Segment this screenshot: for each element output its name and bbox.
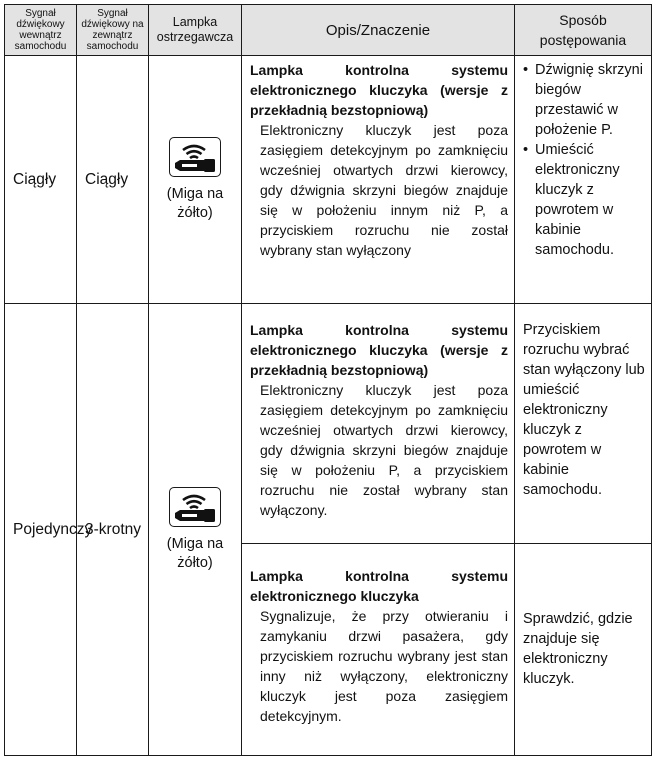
header-warning-lamp: Lampka ostrzegawcza xyxy=(149,5,242,56)
header-row xyxy=(5,5,652,56)
warning-table xyxy=(4,4,652,756)
header-inside-signal: Sygnał dźwiękowy wewnątrz samochodu xyxy=(5,5,77,56)
outside-signal-cell: Ciągły xyxy=(77,56,149,304)
warning-lamp-cell xyxy=(149,56,242,304)
description-title: Lampka kontrolna systemu elektronicznego kluczyka xyxy=(250,568,508,604)
lamp-blink-note: (Miga na żółto) xyxy=(166,185,224,221)
action-cell xyxy=(515,304,652,544)
description-cell xyxy=(242,56,515,304)
description-cell xyxy=(242,304,515,544)
action-text: Przyciskiem rozruchu wybrać stan wyłączony lub umieścić elektroniczny kluczyk z powrotem w kabinie samochodu. xyxy=(523,322,645,498)
warning-lamp-cell xyxy=(149,304,242,756)
bullet-icon: • xyxy=(523,142,529,158)
header-outside-signal: Sygnał dźwiękowy na zewnątrz samochodu xyxy=(77,5,149,56)
header-description: Opis/Znaczenie xyxy=(242,5,515,56)
inside-signal-cell: Pojedynczy xyxy=(5,304,77,756)
smart-key-indicator-icon xyxy=(169,487,221,527)
action-text: Dźwignię skrzyni biegów przestawić w położenie P. xyxy=(535,62,643,138)
smart-key-indicator-icon xyxy=(169,137,221,177)
action-bullet xyxy=(523,140,645,260)
action-text: Umieścić elektroniczny kluczyk z powrotem w kabinie samochodu. xyxy=(535,142,620,258)
description-title: Lampka kontrolna systemu elektronicznego kluczyka (wersje z przekładnią bezstopniową) xyxy=(250,62,508,118)
table-row xyxy=(5,56,652,304)
header-action: Sposób postępowania xyxy=(515,5,652,56)
description-body: Elektroniczny kluczyk jest poza zasięgiem detekcyjnym po zamknięciu wcześniej otwartych drzwi kierowcy, gdy dźwignia skrzyni biegów znajduje się w położeniu innym niż P, a przyciskiem rozruchu nie został wybrany stan wyłączony xyxy=(260,122,508,258)
action-bullet xyxy=(523,60,645,140)
action-text: Sprawdzić, gdzie znajduje się elektroniczny kluczyk. xyxy=(523,610,633,687)
description-body: Sygnalizuje, że przy otwieraniu i zamykaniu drzwi pasażera, gdy przyciskiem rozruchu wybrany jest stan inny niż wyłączony, elektroniczny kluczyk jest poza zasięgiem detekcyjnym. xyxy=(260,608,508,724)
action-cell xyxy=(515,56,652,304)
lamp-blink-note: (Miga na żółto) xyxy=(166,535,224,571)
description-body: Elektroniczny kluczyk jest poza zasięgiem detekcyjnym po zamknięciu wcześniej otwartych drzwi kierowcy, gdy dźwignia skrzyni biegów znajduje się w położeniu P, a przyciskiem rozruchu nie został wybrany stan wyłączony. xyxy=(260,382,508,518)
table-row xyxy=(5,304,652,544)
inside-signal-cell: Ciągły xyxy=(5,56,77,304)
description-title: Lampka kontrolna systemu elektronicznego kluczyka (wersje z przekładnią bezstopniową) xyxy=(250,322,508,378)
description-cell xyxy=(242,544,515,756)
action-cell xyxy=(515,544,652,756)
outside-signal-cell: 3-krotny xyxy=(77,304,149,756)
bullet-icon: • xyxy=(523,62,529,78)
